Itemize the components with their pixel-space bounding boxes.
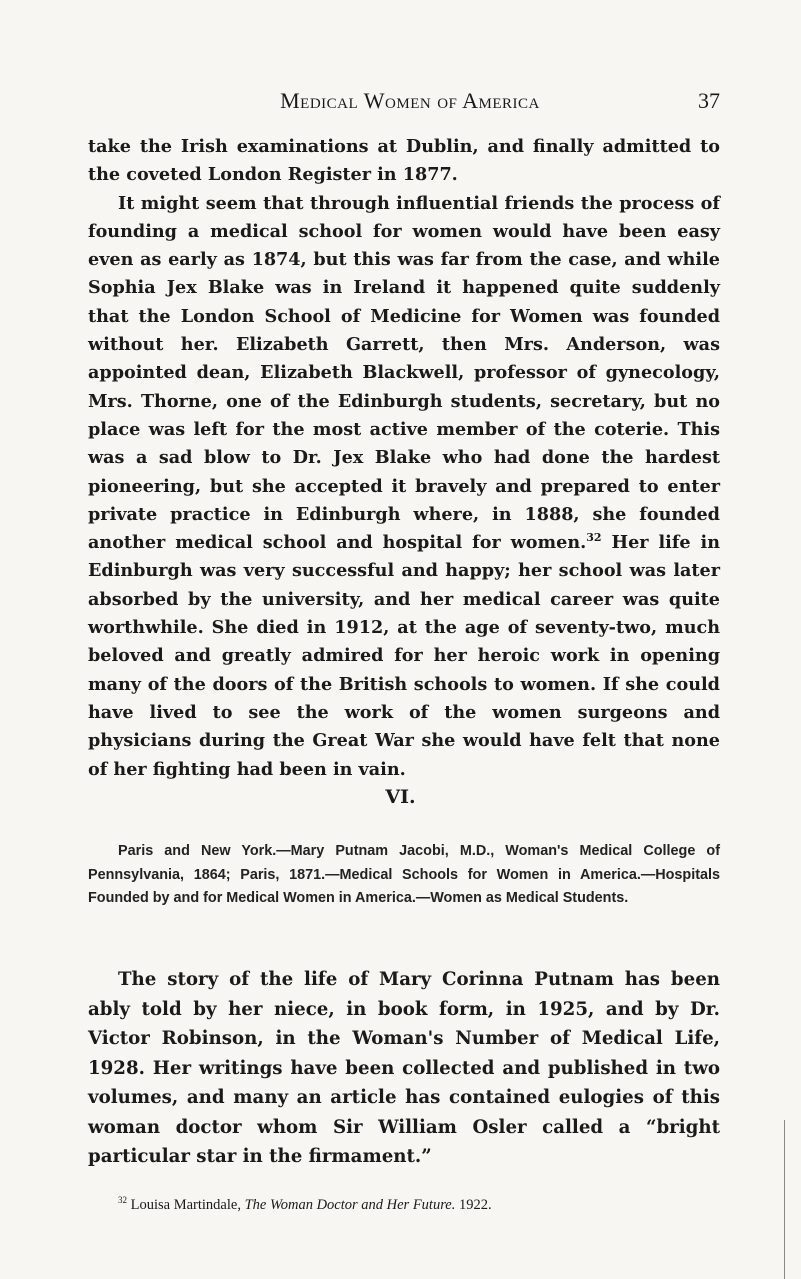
paragraph-text: Her life in Edinburgh was very successful and happy; her school was later absorbed by the university, and her medical career was quite worthwhile. She died in 1912, at the age of seventy-two, much beloved and greatly admired for her heroic work in opening many of the doors of the British schools to women. If she could have lived to see the work of the women surgeons and physicians during the Great War she would have felt that none of her fighting had been in vain. [88, 532, 720, 780]
paragraph [88, 190, 720, 784]
footnote-year: 1922. [455, 1197, 492, 1213]
section-body [88, 965, 720, 1172]
footnote-title: The Woman Doctor and Her Future. [244, 1197, 456, 1213]
summary-text: Paris and New York.—Mary Putnam Jacobi, M.D., Woman's Medical College of Pennsylvania, 1864; Paris, 1871.—Medical Schools for Women in America.—Hospitals Founded by and for Medical Women in America.—Women as Medical Students. [88, 843, 720, 907]
paragraph-text: It might seem that through influential friends the process of founding a medical school for women would have been easy even as early as 1874, but this was far from the case, and while Sophia Jex Blake was in Ireland it happened quite suddenly that the London School of Medicine for Women was founded without her. Elizabeth Garrett, then Mrs. Anderson, was appointed dean, Elizabeth Blackwell, professor of gynecology, Mrs. Thorne, one of the Edinburgh students, secretary, but no place was left for the most active member of the coterie. This was a sad blow to Dr. Jex Blake who had done the hardest pioneering, but she accepted it bravely and prepared to enter private practice in Edinburgh where, in 1888, she founded another medical school and hospital for women. [88, 192, 720, 554]
section-heading: VI. [385, 786, 416, 808]
footnote [118, 1196, 728, 1214]
running-title: Medical Women of America [280, 88, 540, 113]
footnote-number: 32 [118, 1195, 127, 1206]
page-number: 37 [698, 88, 720, 113]
footnote-reference[interactable]: 32 [586, 531, 602, 545]
section-summary [88, 840, 720, 911]
paragraph: take the Irish examinations at Dublin, and finally admitted to the coveted London Register in 1877. [88, 136, 720, 186]
page-edge-divider [784, 1120, 785, 1279]
paragraph: The story of the life of Mary Corinna Putnam has been ably told by her niece, in book form, in 1925, and by Dr. Victor Robinson, in the Woman's Number of Medical Life, 1928. Her writings have been collected and published in two volumes, and many an article has contained eulogies of this woman doctor whom Sir William Osler called a “bright particular star in the firmament.” [88, 969, 720, 1167]
body-text [88, 133, 720, 784]
footnote-author: Louisa Martindale, [130, 1197, 245, 1213]
